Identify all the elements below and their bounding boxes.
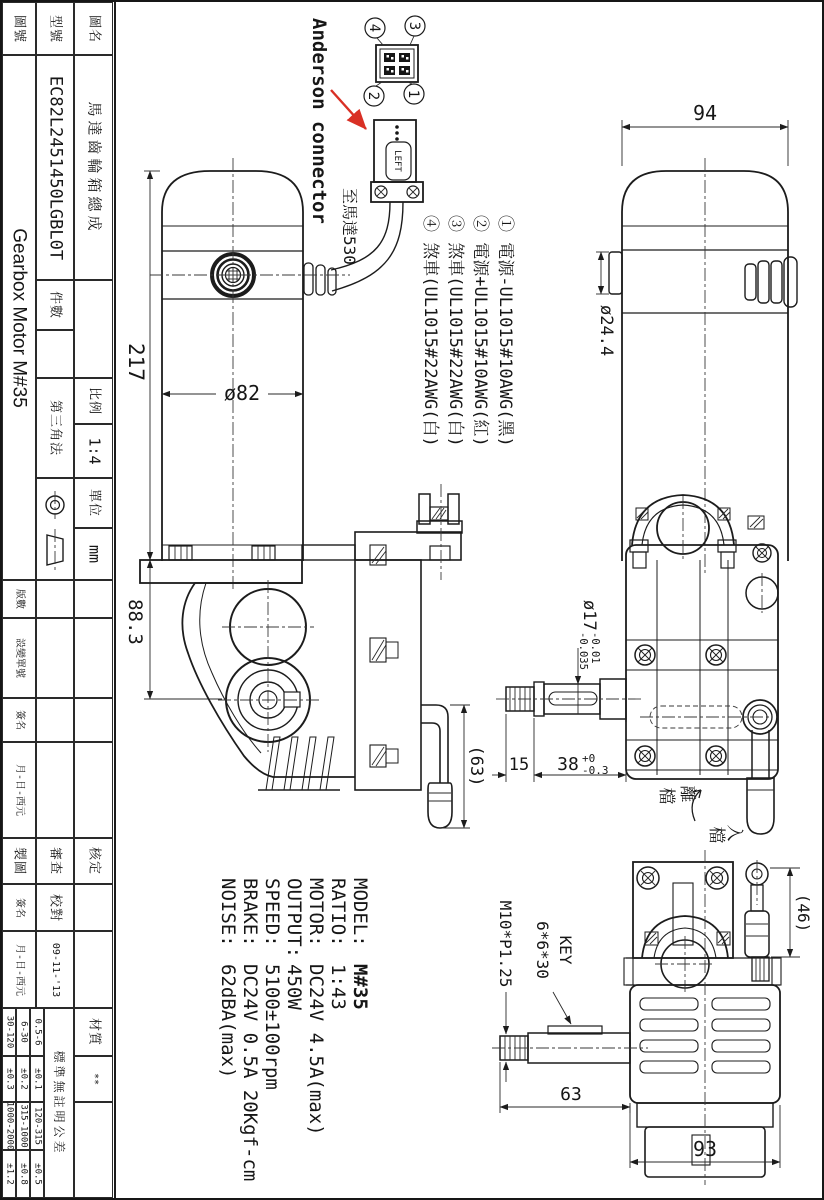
field-scale-label: 比例 bbox=[74, 378, 113, 424]
dim-shaft-len: 38 bbox=[557, 754, 579, 775]
spec-brake-label: BRAKE: bbox=[239, 878, 261, 947]
connector-left-label: LEFT bbox=[392, 150, 402, 172]
wire-1: ① 電源-UL1015#10AWG(黑) bbox=[495, 215, 515, 447]
tol-range: 30-120 bbox=[2, 1008, 16, 1056]
dim-shaft-dia: ø17 bbox=[579, 600, 599, 631]
dim-thread-spec: M10*P1.25 bbox=[496, 900, 515, 988]
spec-noise-value: 62dBA(max) bbox=[217, 964, 239, 1079]
dim-shaft-total: 63 bbox=[560, 1084, 582, 1105]
spec-output-value: 450W bbox=[283, 964, 305, 1010]
tol-value: ±0.1 bbox=[30, 1056, 44, 1102]
label-disengage-1: 離 bbox=[677, 785, 697, 803]
rev-header: 版數 bbox=[2, 580, 36, 618]
label-disengage-2: 檔 bbox=[656, 787, 676, 805]
spec-noise-label: NOISE: bbox=[217, 878, 239, 947]
field-number-label: 圖號 bbox=[2, 2, 36, 55]
anderson-annotation: Anderson connector bbox=[308, 18, 330, 224]
dim-cap-dia: ø24.4 bbox=[596, 305, 616, 357]
field-qty-label: 件數 bbox=[36, 280, 74, 330]
tol-value: ±0.2 bbox=[16, 1056, 30, 1102]
spec-output-label: OUTPUT: bbox=[283, 878, 305, 959]
spec-motor-value: DC24V 4.5A(max) bbox=[305, 964, 327, 1136]
material-value: ** bbox=[74, 1056, 113, 1102]
dim-gear-height: 88.3 bbox=[124, 599, 146, 645]
field-name-label: 圖名 bbox=[74, 2, 113, 55]
tol-range: 6-30 bbox=[16, 1008, 30, 1056]
pin3-number: 3 bbox=[406, 21, 422, 31]
dim-motor-height: 217 bbox=[124, 343, 148, 381]
review-label: 審查 bbox=[36, 838, 74, 884]
dim-key-label: KEY bbox=[556, 935, 575, 965]
wire-2: ② 電源+UL1015#10AWG(紅) bbox=[470, 215, 490, 447]
dim-gear-width: 93 bbox=[692, 1137, 718, 1161]
field-unit-value: mm bbox=[74, 528, 113, 580]
pin2-number: 2 bbox=[365, 91, 381, 101]
field-scale-value: 1:4 bbox=[74, 424, 113, 478]
tol-value: ±1.2 bbox=[2, 1150, 16, 1198]
draft-label: 製圖 bbox=[2, 838, 36, 884]
dim-lever-length: (63) bbox=[466, 745, 486, 787]
connector-detail bbox=[308, 16, 425, 291]
side-view-motor bbox=[596, 101, 797, 575]
material-label: 材質 bbox=[74, 1008, 113, 1056]
spec-ratio-value: 1:43 bbox=[327, 964, 349, 1010]
dim-shaft-dia-tol-l: -0.035 bbox=[577, 632, 589, 670]
dim-shaft-dia-group bbox=[577, 600, 601, 670]
date-header-2: 月-日-西元 bbox=[2, 931, 36, 1008]
side-view-gearbox bbox=[492, 495, 778, 844]
front-view-motor bbox=[124, 158, 350, 699]
field-model-label: 型號 bbox=[36, 2, 74, 55]
dim-shaft-dia-tol-u: -0.01 bbox=[589, 632, 601, 664]
tol-range: 315-1000 bbox=[16, 1102, 30, 1150]
bottom-view-gearbox bbox=[492, 850, 813, 1185]
sign-header: 簽名 bbox=[2, 698, 36, 742]
field-name-value: 馬達齒輪箱總成 bbox=[74, 55, 113, 280]
spec-speed-value: 5100±100rpm bbox=[261, 964, 283, 1090]
cable-label: 至馬達530 bbox=[340, 188, 359, 265]
label-engage-2: 檔 bbox=[706, 826, 726, 844]
spec-motor-label: MOTOR: bbox=[305, 878, 327, 947]
dim-body-dia: ø82 bbox=[223, 381, 261, 405]
tolerance-title: 標準無註明公差 bbox=[44, 1008, 74, 1198]
sign-header-2: 簽名 bbox=[2, 884, 36, 931]
draft-date: 09-11-'13 bbox=[36, 931, 74, 1008]
ecn-header: 設變單號 bbox=[2, 618, 36, 698]
spec-speed-label: SPEED: bbox=[261, 878, 283, 947]
field-unit-label: 單位 bbox=[74, 478, 113, 528]
field-method-label: 第三角法 bbox=[36, 378, 74, 478]
tol-range: 1000-2000 bbox=[2, 1102, 16, 1150]
dim-lever-side: (46) bbox=[794, 893, 813, 933]
proof-label: 校對 bbox=[36, 884, 74, 931]
tol-value: ±0.5 bbox=[30, 1150, 44, 1198]
spec-block bbox=[217, 878, 371, 1181]
date-header: 月-日-西元 bbox=[2, 742, 36, 838]
tol-range: 120-315 bbox=[30, 1102, 44, 1150]
tol-value: ±0.3 bbox=[2, 1056, 16, 1102]
spec-ratio-label: RATIO: bbox=[327, 878, 349, 947]
dim-shaft-len-tol-l: -0.3 bbox=[582, 764, 609, 777]
tol-range: 0.5-6 bbox=[30, 1008, 44, 1056]
pin1-number: 1 bbox=[405, 89, 421, 99]
dim-thread-len: 15 bbox=[508, 755, 530, 775]
field-number-value: Gearbox Motor M#35 bbox=[2, 55, 36, 580]
spec-model-value: M#35 bbox=[349, 964, 371, 1010]
front-view-gearbox bbox=[140, 484, 486, 828]
wire-list bbox=[420, 215, 515, 447]
spec-brake-value: DC24V 0.5A 20Kgf-cm bbox=[239, 964, 261, 1182]
dim-key-size: 6*6*30 bbox=[533, 921, 552, 979]
field-model-value: EC82L2451450LGBL0T bbox=[36, 55, 74, 280]
wire-3: ③ 煞車(UL1015#22AWG(白) bbox=[445, 215, 465, 447]
tol-value: ±0.8 bbox=[16, 1150, 30, 1198]
pin4-number: 4 bbox=[366, 23, 382, 33]
dim-motor-width: 94 bbox=[692, 101, 718, 125]
approve-label: 核定 bbox=[74, 838, 113, 884]
label-engage-1: 入 bbox=[724, 824, 744, 842]
dim-shaft-len-tol-u: +0 bbox=[582, 752, 596, 765]
annotation-arrow bbox=[331, 90, 366, 129]
wire-4: ④ 煞車(UL1015#22AWG(白) bbox=[420, 215, 440, 447]
spec-model-label: MODEL: bbox=[349, 878, 371, 947]
